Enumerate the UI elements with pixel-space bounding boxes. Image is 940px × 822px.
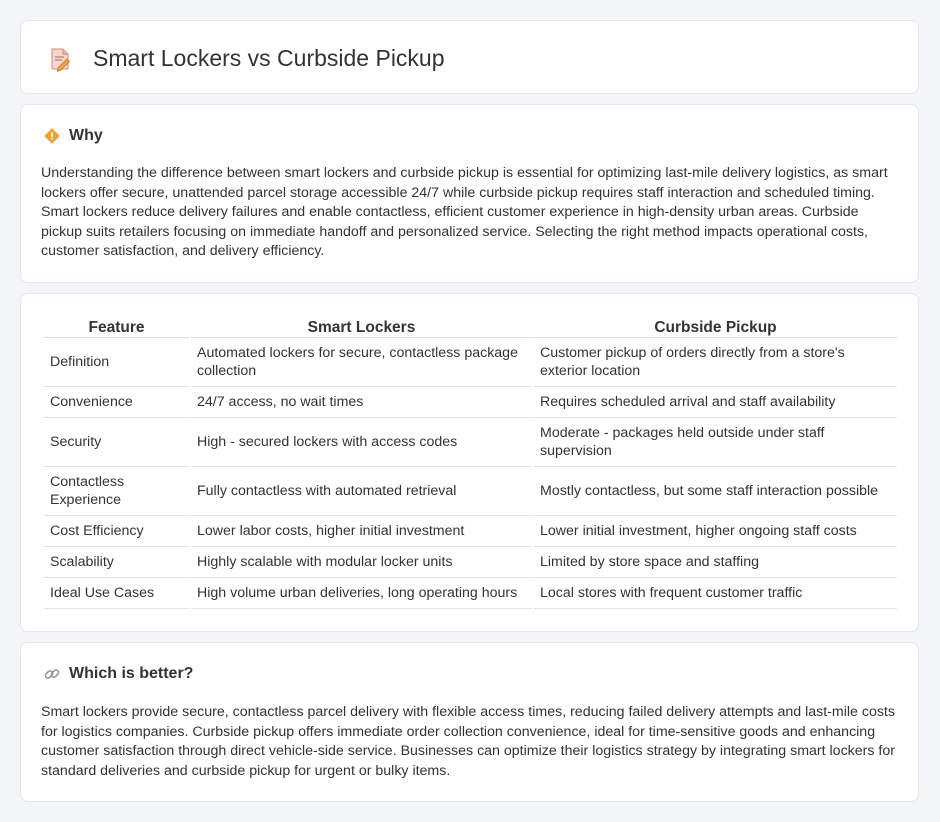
feature-cell: Security [44,418,189,467]
smart-lockers-cell: Fully contactless with automated retrieval [191,467,532,516]
table-row [44,387,897,418]
why-heading-row [43,127,103,145]
feature-cell: Scalability [44,547,189,578]
page-title: Smart Lockers vs Curbside Pickup [93,45,445,71]
feature-cell: Cost Efficiency [44,516,189,547]
document-pencil-icon [47,46,73,72]
smart-lockers-cell: High volume urban deliveries, long operating hours [191,578,532,609]
smart-lockers-cell: Automated lockers for secure, contactless package collection [191,338,532,387]
curbside-pickup-cell: Lower initial investment, higher ongoing staff costs [534,516,897,547]
better-heading: Which is better? [69,665,194,682]
curbside-pickup-cell: Limited by store space and staffing [534,547,897,578]
smart-lockers-cell: Lower labor costs, higher initial investment [191,516,532,547]
comparison-table [42,314,899,609]
smart-lockers-cell: High - secured lockers with access codes [191,418,532,467]
table-row [44,516,897,547]
feature-cell: Definition [44,338,189,387]
table-row [44,338,897,387]
better-heading-row [43,665,193,683]
feature-cell: Ideal Use Cases [44,578,189,609]
column-header-curbside-pickup: Curbside Pickup [534,314,897,338]
table-row [44,467,897,516]
table-row [44,578,897,609]
column-header-smart-lockers: Smart Lockers [191,314,532,338]
comparison-section [20,293,919,632]
why-text: Understanding the difference between smart lockers and curbside pickup is essential for optimizing last-mile delivery logistics, as smart lockers offer secure, unattended parcel storage accessible 24/7 while curbside pickup requires staff interaction and scheduled timing. Smart lockers reduce delivery failures and enable contactless, efficient customer experience in high-density urban areas. Curbside pickup suits retailers focusing on immediate handoff and personalized service. Selecting the right method impacts operational costs, customer satisfaction, and delivery efficiency. [41,165,888,259]
curbside-pickup-cell: Mostly contactless, but some staff interaction possible [534,467,897,516]
page-title-row [47,45,445,72]
feature-cell: Convenience [44,387,189,418]
feature-cell: Contactless Experience [44,467,189,516]
curbside-pickup-cell: Local stores with frequent customer traffic [534,578,897,609]
header-card [20,20,919,94]
which-is-better-section [20,642,919,802]
why-section [20,104,919,283]
curbside-pickup-cell: Requires scheduled arrival and staff availability [534,387,897,418]
curbside-pickup-cell: Customer pickup of orders directly from a store's exterior location [534,338,897,387]
smart-lockers-cell: Highly scalable with modular locker units [191,547,532,578]
table-row [44,418,897,467]
table-row [44,547,897,578]
better-text: Smart lockers provide secure, contactless parcel delivery with flexible access times, reducing failed delivery attempts and last-mile costs for logistics companies. Curbside pickup offers immediate order collection convenience, ideal for time-sensitive goods and enhancing customer satisfaction through direct vehicle-side service. Businesses can optimize their logistics strategy by integrating smart lockers for standard deliveries and curbside pickup for urgent or bulky items. [41,704,895,779]
column-header-feature: Feature [44,314,189,338]
link-icon [43,665,61,683]
diamond-warning-icon [43,127,61,145]
table-header-row [44,314,897,338]
why-heading: Why [69,127,103,144]
smart-lockers-cell: 24/7 access, no wait times [191,387,532,418]
curbside-pickup-cell: Moderate - packages held outside under staff supervision [534,418,897,467]
